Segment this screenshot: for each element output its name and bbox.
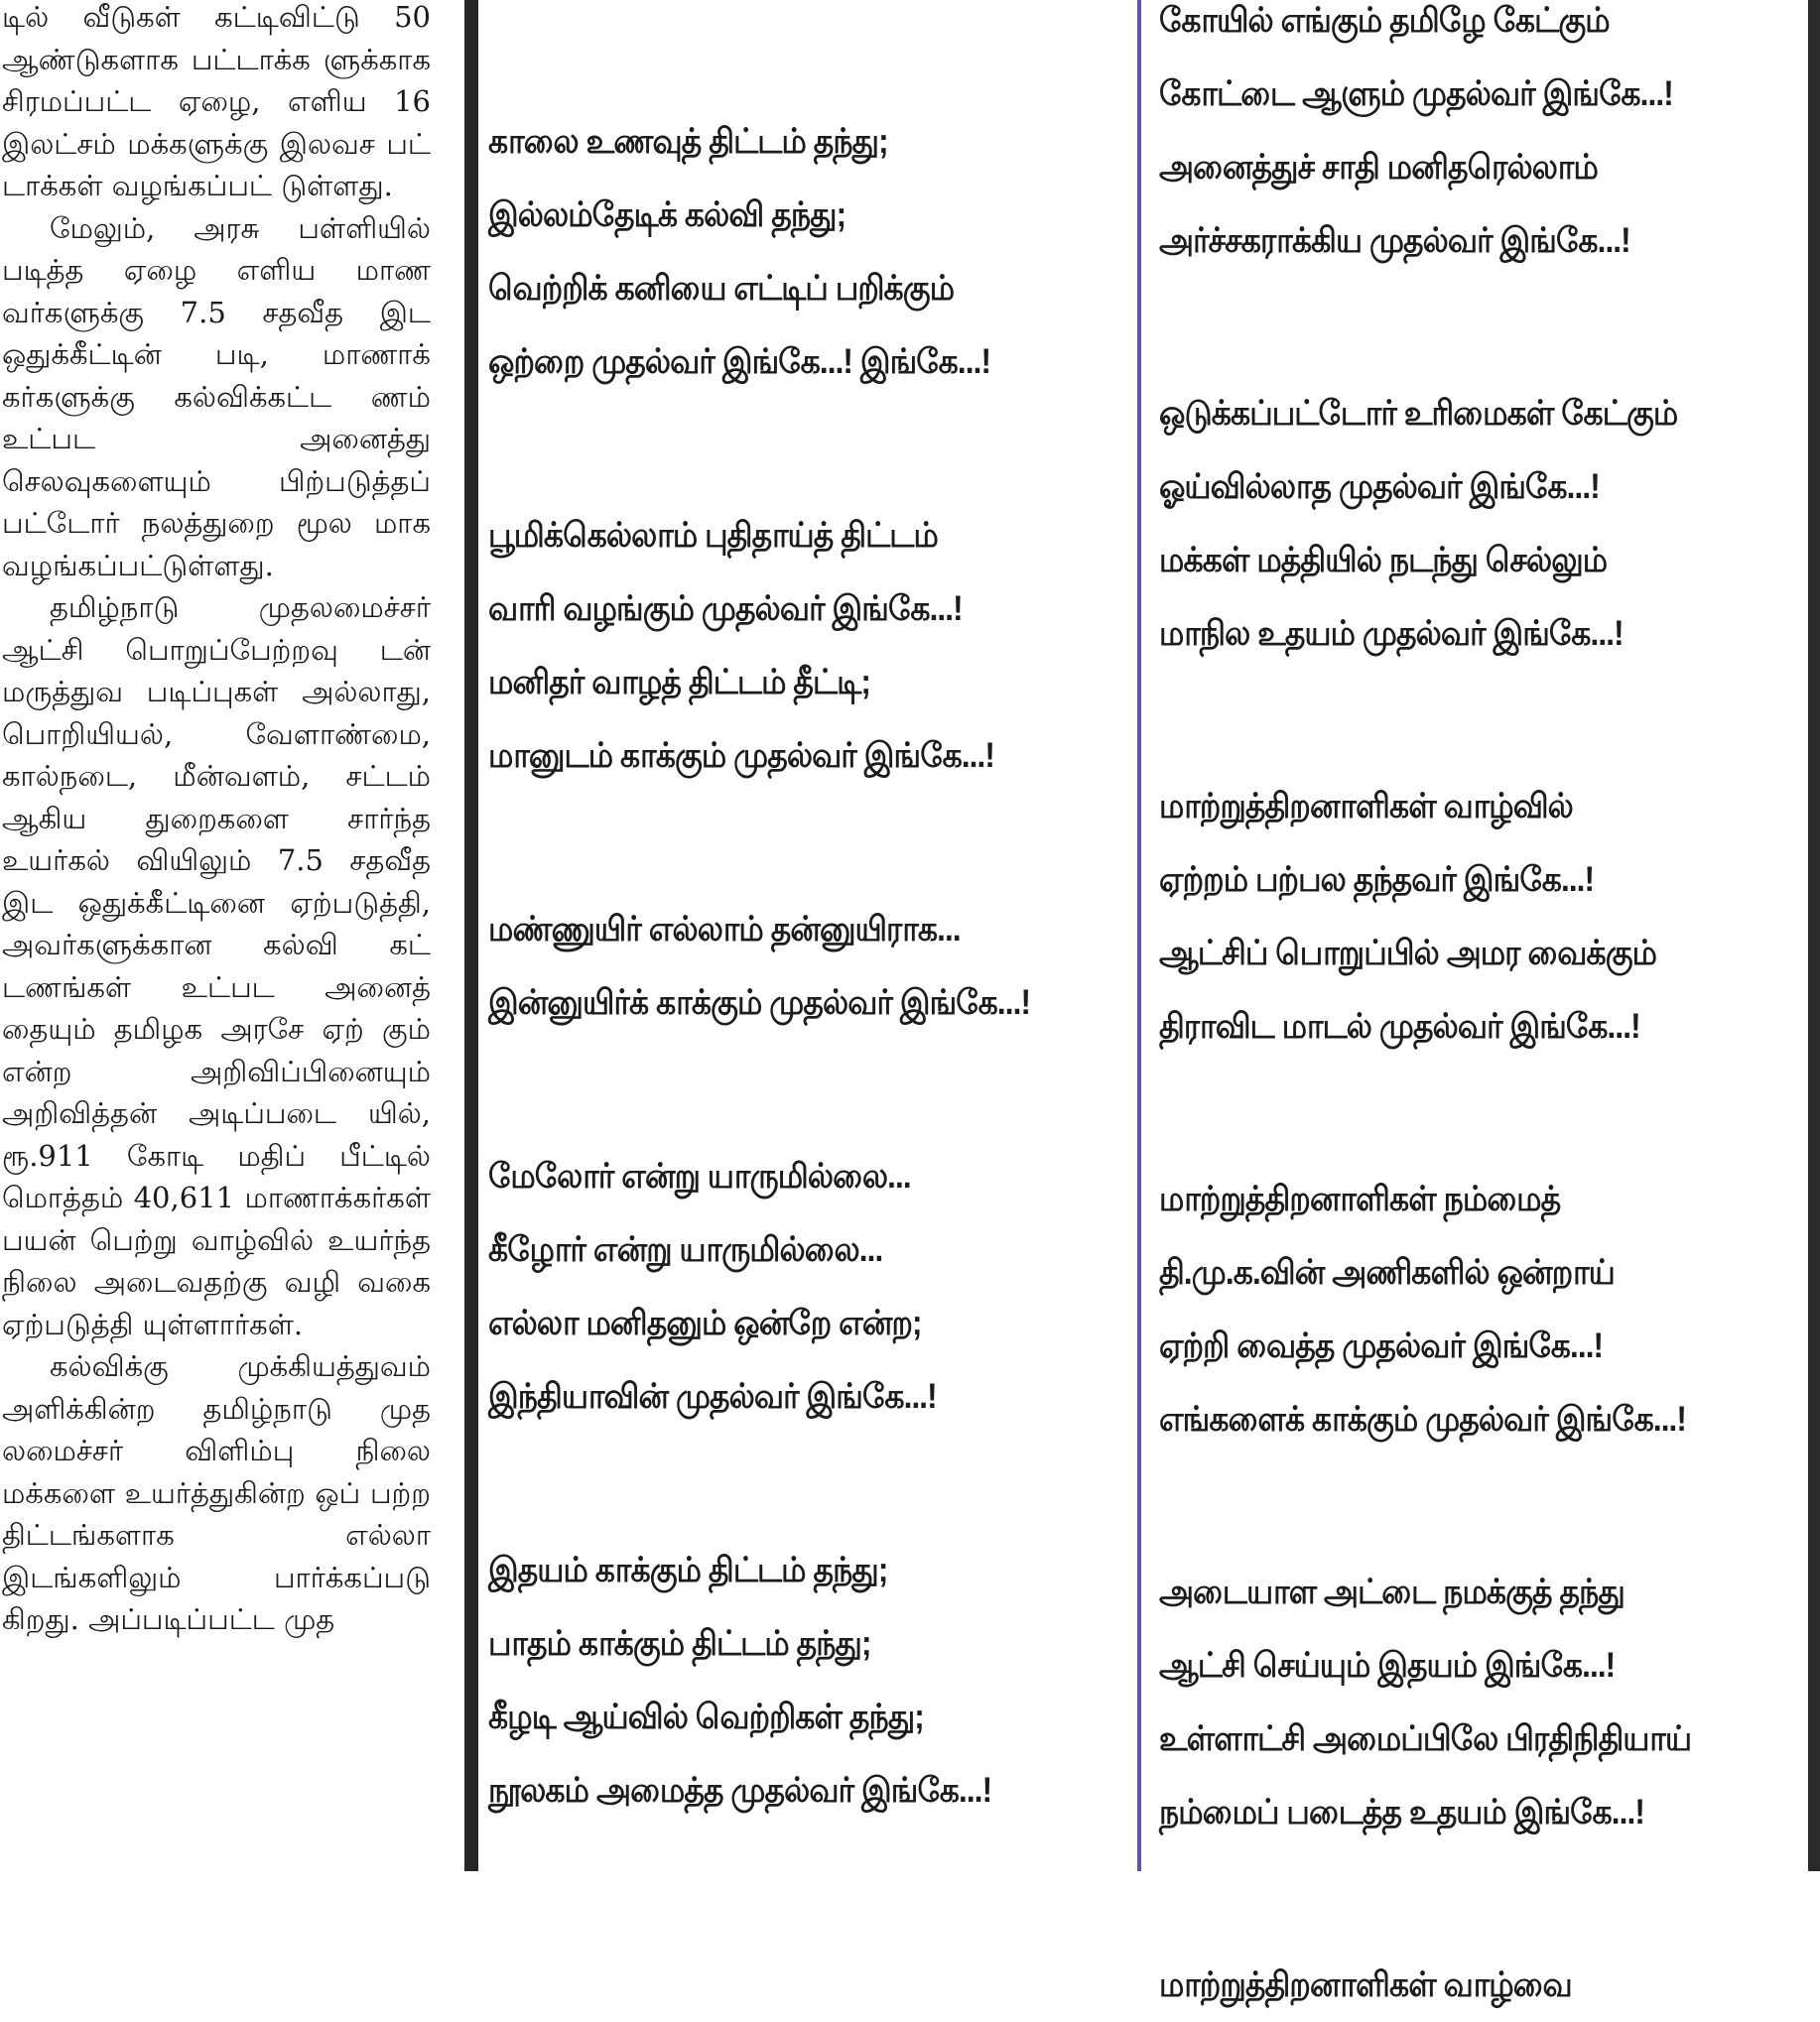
poem-line: இன்னுயிர்க் காக்கும் முதல்வர் இங்கே...! xyxy=(488,983,1031,1022)
poem-line: மனிதர் வாழத் திட்டம் தீட்டி; xyxy=(488,663,870,701)
poem-stanza xyxy=(488,499,1091,793)
column-divider-dark xyxy=(464,0,478,1871)
poem-line: மாநில உதயம் முதல்வர் இங்கே...! xyxy=(1159,614,1624,653)
poem-line: இல்லம்தேடிக் கல்வி தந்து; xyxy=(488,195,846,234)
prose-column xyxy=(2,0,431,1641)
poem-stanza xyxy=(1159,1949,1751,2022)
poem-line: கீழடி ஆய்வில் வெற்றிகள் தந்து; xyxy=(488,1698,924,1736)
poem-line: மண்ணுயிர் எல்லாம் தன்னுயிராக... xyxy=(488,910,961,948)
poem-stanza xyxy=(488,1140,1091,1434)
poem-line: இந்தியாவின் முதல்வர் இங்கே...! xyxy=(488,1377,937,1416)
stanza-gap xyxy=(1159,1849,1751,1949)
poem-line: கீழோர் என்று யாருமில்லை... xyxy=(488,1230,883,1269)
poem-stanza xyxy=(1159,770,1751,1064)
poem-line: ஒற்றை முதல்வர் இங்கே...! இங்கே...! xyxy=(488,342,991,381)
stanza-gap xyxy=(1159,1064,1751,1163)
right-poem xyxy=(1159,0,1751,2022)
poem-line: ஆட்சி செய்யும் இதயம் இங்கே...! xyxy=(1159,1646,1616,1685)
prose-paragraph-1: டில் வீடுகள் கட்டிவிட்டு 50 ஆண்டுகளாக பட்டாக்க ளுக்காக சிரமப்பட்ட ஏழை, எளிய 16 இலட்சம் மக்களுக்கு இலவச பட் டாக்கள் வழங்கப்பட் டுள்ளது. xyxy=(2,0,431,202)
poem-line: உள்ளாட்சி அமைப்பிலே பிரதிநிதியாய் xyxy=(1159,1719,1692,1758)
poem-line: வெற்றிக் கனியை எட்டிப் பறிக்கும் xyxy=(488,269,955,308)
poem-line: ஒடுக்கப்பட்டோர் உரிமைகள் கேட்கும் xyxy=(1159,394,1678,433)
poem-line: மாற்றுத்திறனாளிகள் வாழ்வை xyxy=(1159,1965,1572,2004)
middle-poem xyxy=(488,105,1091,1828)
poem-stanza xyxy=(1159,0,1751,278)
column-divider-blue xyxy=(1137,0,1141,1871)
poem-line: ஏற்றம் பற்பல தந்தவர் இங்கே...! xyxy=(1159,860,1595,899)
poem-stanza xyxy=(488,893,1091,1040)
poem-line: பூமிக்கெல்லாம் புதிதாய்த் திட்டம் xyxy=(488,516,938,555)
poem-line: கோயில் எங்கும் தமிழே கேட்கும் xyxy=(1159,1,1610,40)
poem-stanza xyxy=(1159,377,1751,671)
poem-line: கோட்டை ஆளும் முதல்வர் இங்கே...! xyxy=(1159,74,1673,113)
poem-line: தி.மு.க.வின் அணிகளில் ஒன்றாய் xyxy=(1159,1253,1615,1292)
poem-stanza xyxy=(488,105,1091,399)
poem-stanza xyxy=(488,1534,1091,1828)
poem-line: இதயம் காக்கும் திட்டம் தந்து; xyxy=(488,1551,888,1589)
stanza-gap xyxy=(1159,1456,1751,1556)
poem-line: நூலகம் அமைத்த முதல்வர் இங்கே...! xyxy=(488,1771,992,1810)
poem-stanza xyxy=(1159,1163,1751,1456)
stanza-gap xyxy=(488,1434,1091,1534)
poem-line: அனைத்துச் சாதி மனிதரெல்லாம் xyxy=(1159,148,1598,187)
poem-line: அடையாள அட்டை நமக்குத் தந்து xyxy=(1159,1573,1625,1611)
poem-line: வாரி வழங்கும் முதல்வர் இங்கே...! xyxy=(488,589,963,628)
poem-line: திராவிட மாடல் முதல்வர் இங்கே...! xyxy=(1159,1007,1640,1046)
poem-line: மானுடம் காக்கும் முதல்வர் இங்கே...! xyxy=(488,736,994,775)
stanza-gap xyxy=(488,399,1091,499)
poem-line: ஏற்றி வைத்த முதல்வர் இங்கே...! xyxy=(1159,1327,1604,1365)
poem-line: மக்கள் மத்தியில் நடந்து செல்லும் xyxy=(1159,541,1608,579)
poem-line: மேலோர் என்று யாருமில்லை... xyxy=(488,1157,911,1196)
poem-line: ஆட்சிப் பொறுப்பில் அமர வைக்கும் xyxy=(1159,934,1657,972)
prose-paragraph-4: கல்விக்கு முக்கியத்துவம் அளிக்கின்ற தமிழ்நாடு முத லமைச்சர் விளிம்பு நிலை மக்களை உயர்த்துகின்ற ஒப் பற்ற திட்டங்களாக எல்லா இடங்களிலும் பார்க்கப்படு கிறது. அப்படிப்பட்ட முத xyxy=(2,1349,431,1636)
poem-line: எங்களைக் காக்கும் முதல்வர் இங்கே...! xyxy=(1159,1400,1687,1439)
stanza-gap xyxy=(1159,278,1751,377)
poem-line: நம்மைப் படைத்த உதயம் இங்கே...! xyxy=(1159,1793,1644,1832)
stanza-gap xyxy=(1159,671,1751,770)
poem-line: மாற்றுத்திறனாளிகள் வாழ்வில் xyxy=(1159,787,1573,825)
prose-paragraph-3: தமிழ்நாடு முதலமைச்சர் ஆட்சி பொறுப்பேற்றவு டன் மருத்துவ படிப்புகள் அல்லாது, பொறியியல், வேளாண்மை, கால்நடை, மீன்வளம், சட்டம் ஆகிய துறைகளை சார்ந்த உயர்கல் வியிலும் 7.5 சதவீத இட ஒதுக்கீட்டினை ஏற்படுத்தி, அவர்களுக்கான கல்வி கட் டணங்கள் உட்பட அனைத் தையும் தமிழக அரசே ஏற் கும் என்ற அறிவிப்பினையும் அறிவித்தன் அடிப்படை யில், ரூ.911 கோடி மதிப் பீட்டில் மொத்தம் 40,611 மாணாக்கர்கள் பயன் பெற்று வாழ்வில் உயர்ந்த நிலை அடைவதற்கு வழி வகை ஏற்படுத்தி யுள்ளார்கள். xyxy=(2,590,431,1341)
poem-line: ஓய்வில்லாத முதல்வர் இங்கே...! xyxy=(1159,467,1600,506)
poem-line: பாதம் காக்கும் திட்டம் தந்து; xyxy=(488,1624,871,1663)
poem-line: அர்ச்சகராக்கிய முதல்வர் இங்கே...! xyxy=(1159,221,1630,260)
poem-stanza xyxy=(1159,1556,1751,1849)
prose-paragraph-2: மேலும், அரசு பள்ளியில் படித்த ஏழை எளிய மாண வர்களுக்கு 7.5 சதவீத இட ஒதுக்கீட்டின் படி, மாணாக் கர்களுக்கு கல்விக்கட்ட ணம் உட்பட அனைத்து செலவுகளையும் பிற்படுத்தப் பட்டோர் நலத்துறை மூல மாக வழங்கப்பட்டுள்ளது. xyxy=(2,210,431,582)
poem-line: காலை உணவுத் திட்டம் தந்து; xyxy=(488,122,888,161)
poem-line: எல்லா மனிதனும் ஒன்றே என்ற; xyxy=(488,1304,922,1342)
stanza-gap xyxy=(488,1040,1091,1140)
poem-line: மாற்றுத்திறனாளிகள் நம்மைத் xyxy=(1159,1180,1561,1218)
stanza-gap xyxy=(488,793,1091,893)
page-edge-bar xyxy=(1808,0,1820,1871)
